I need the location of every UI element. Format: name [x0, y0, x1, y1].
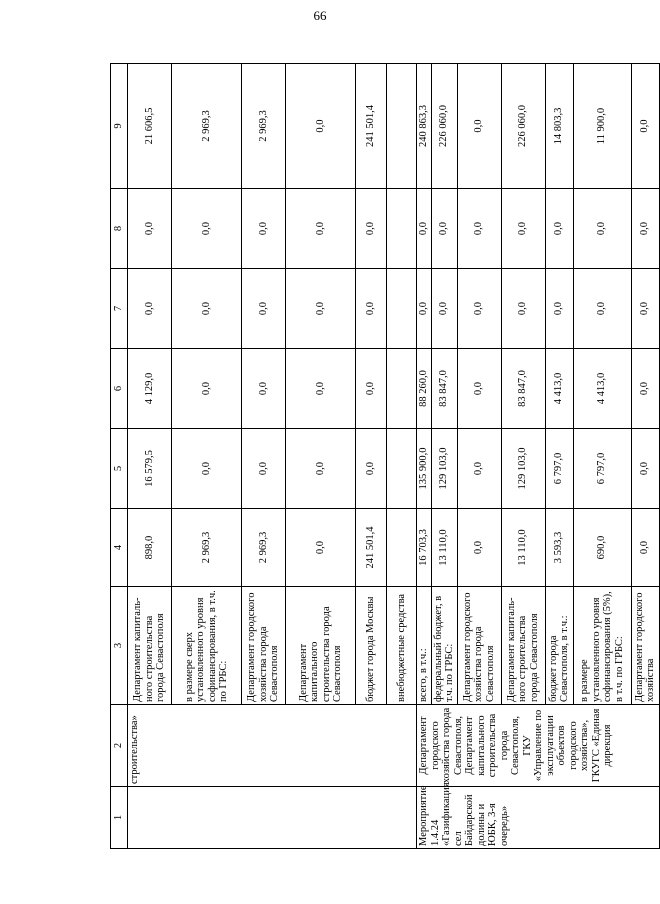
value-cell: 129 103,0	[431, 429, 457, 509]
value-cell: 0,0	[457, 349, 501, 429]
value-cell: 3 593,3	[545, 509, 573, 587]
total-cell: 11 900,0	[573, 64, 631, 189]
value-cell: 0,0	[631, 269, 659, 349]
value-cell: 129 103,0	[501, 429, 545, 509]
rotated-table-container	[110, 64, 656, 849]
value-cell: 0,0	[631, 429, 659, 509]
value-cell: 0,0	[286, 349, 356, 429]
total-cell: 2 969,3	[172, 64, 242, 189]
funding-source-cell: Департамент капиталь-ного строительства города Севастополя	[128, 587, 172, 705]
value-cell: 0,0	[631, 189, 659, 269]
value-cell	[387, 269, 417, 349]
value-cell: 0,0	[172, 269, 242, 349]
value-cell: 0,0	[457, 429, 501, 509]
funding-source-cell: Департамент капитального строительства города Севастополя	[286, 587, 356, 705]
total-cell: 241 501,4	[356, 64, 387, 189]
header-cell: 7	[111, 269, 128, 349]
total-cell: 226 060,0	[431, 64, 457, 189]
group1-col1-cell	[128, 787, 417, 849]
value-cell: 6 797,0	[545, 429, 573, 509]
value-cell: 690,0	[573, 509, 631, 587]
value-cell: 13 110,0	[501, 509, 545, 587]
measure-title-cell: Мероприятие 1.4.24 «Газификация сел Байдарской долины и ЮБК, 3-я очередь»	[417, 787, 660, 849]
value-cell: 0,0	[242, 269, 286, 349]
rotated-page-area	[110, 64, 656, 849]
value-cell: 4 413,0	[545, 349, 573, 429]
group2-responsible-cell: Департамент городского хозяйства города Севастополя, Департамент капитального строительства города Севастополя, ГКУ «Управление по эксплуатации объектов городского хозяйства», ГКУГС «Единая дирекция	[417, 705, 660, 787]
value-cell: 898,0	[128, 509, 172, 587]
value-cell: 0,0	[457, 269, 501, 349]
value-cell: 88 260,0	[417, 349, 432, 429]
total-cell	[387, 64, 417, 189]
value-cell: 135 900,0	[417, 429, 432, 509]
value-cell: 0,0	[417, 269, 432, 349]
value-cell: 16 579,5	[128, 429, 172, 509]
value-cell: 0,0	[501, 269, 545, 349]
value-cell: 0,0	[172, 189, 242, 269]
value-cell: 0,0	[573, 189, 631, 269]
funding-source-cell: федеральный бюджет, в т.ч. по ГРБС:	[431, 587, 457, 705]
value-cell: 4 413,0	[573, 349, 631, 429]
value-cell	[387, 349, 417, 429]
value-cell: 0,0	[172, 429, 242, 509]
value-cell: 2 969,3	[242, 509, 286, 587]
header-cell: 2	[111, 705, 128, 787]
value-cell: 0,0	[356, 269, 387, 349]
value-cell: 0,0	[417, 189, 432, 269]
header-cell: 5	[111, 429, 128, 509]
value-cell	[387, 509, 417, 587]
funding-source-cell: всего, в т.ч.:	[417, 587, 432, 705]
value-cell: 0,0	[172, 349, 242, 429]
value-cell: 6 797,0	[573, 429, 631, 509]
value-cell: 0,0	[431, 269, 457, 349]
value-cell: 0,0	[631, 509, 659, 587]
value-cell: 0,0	[457, 189, 501, 269]
header-cell: 8	[111, 189, 128, 269]
value-cell: 0,0	[286, 269, 356, 349]
header-cell: 1	[111, 787, 128, 849]
value-cell: 83 847,0	[501, 349, 545, 429]
value-cell: 0,0	[356, 349, 387, 429]
value-cell: 0,0	[356, 429, 387, 509]
total-cell: 2 969,3	[242, 64, 286, 189]
funding-source-cell: бюджет города Москвы	[356, 587, 387, 705]
funding-source-cell: бюджет города Севастополя, в т.ч.:	[545, 587, 573, 705]
value-cell: 0,0	[128, 189, 172, 269]
page-number: 66	[313, 8, 327, 23]
value-cell	[387, 429, 417, 509]
funding-source-cell: Департамент городского хозяйства	[631, 587, 659, 705]
header-cell: 3	[111, 587, 128, 705]
value-cell: 0,0	[501, 189, 545, 269]
value-cell: 241 501,4	[356, 509, 387, 587]
value-cell: 0,0	[356, 189, 387, 269]
table-row	[417, 64, 432, 849]
value-cell: 16 703,3	[417, 509, 432, 587]
header-cell: 4	[111, 509, 128, 587]
value-cell: 0,0	[286, 429, 356, 509]
total-cell: 0,0	[286, 64, 356, 189]
funding-source-cell: в размере установленного уровня софинансирования (5%), в т.ч. по ГРБС:	[573, 587, 631, 705]
value-cell: 2 969,3	[172, 509, 242, 587]
group1-responsible-cell: строительства»	[128, 705, 417, 787]
table-row	[128, 64, 172, 849]
funding-source-cell: Департамент городского хозяйства города Севастополя	[457, 587, 501, 705]
value-cell: 0,0	[431, 189, 457, 269]
value-cell: 0,0	[545, 189, 573, 269]
value-cell: 0,0	[242, 189, 286, 269]
total-cell: 0,0	[457, 64, 501, 189]
funding-source-cell: Департамент городского хозяйства города Севастополя	[242, 587, 286, 705]
value-cell: 0,0	[242, 429, 286, 509]
value-cell: 83 847,0	[431, 349, 457, 429]
header-cell: 9	[111, 64, 128, 189]
total-cell: 240 863,3	[417, 64, 432, 189]
budget-table	[110, 63, 660, 849]
value-cell: 0,0	[457, 509, 501, 587]
value-cell: 4 129,0	[128, 349, 172, 429]
funding-source-cell: в размере сверх установленного уровня софинансирования, в т.ч. по ГРБС:	[172, 587, 242, 705]
value-cell: 0,0	[545, 269, 573, 349]
funding-source-cell: Департамент капиталь-ного строительства города Севастополя	[501, 587, 545, 705]
total-cell: 14 803,3	[545, 64, 573, 189]
funding-source-cell: внебюджетные средства	[387, 587, 417, 705]
header-cell: 6	[111, 349, 128, 429]
value-cell: 0,0	[286, 189, 356, 269]
total-cell: 0,0	[631, 64, 659, 189]
value-cell: 0,0	[128, 269, 172, 349]
value-cell: 0,0	[573, 269, 631, 349]
value-cell: 0,0	[286, 509, 356, 587]
value-cell: 0,0	[631, 349, 659, 429]
total-cell: 21 606,5	[128, 64, 172, 189]
header-row	[111, 64, 128, 849]
value-cell	[387, 189, 417, 269]
value-cell: 13 110,0	[431, 509, 457, 587]
total-cell: 226 060,0	[501, 64, 545, 189]
value-cell: 0,0	[242, 349, 286, 429]
